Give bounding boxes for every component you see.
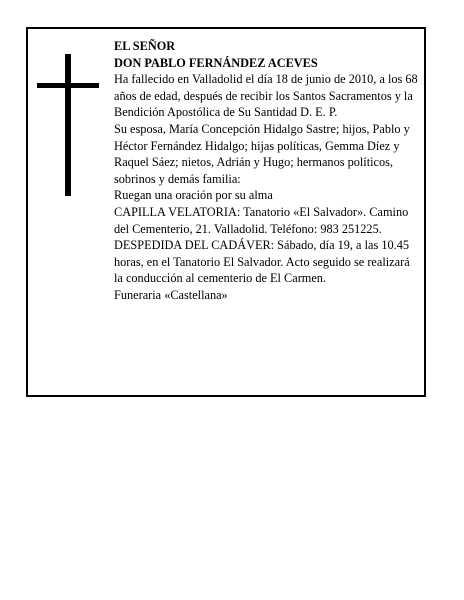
farewell-info: DESPEDIDA DEL CADÁVER: Sábado, día 19, a las 10.45 horas, en el Tanatorio El Salvador. Acto seguido se realizará la conducción al cementerio de El Carmen. [114,238,410,286]
funeral-home: Funeraria «Castellana» [114,287,228,302]
cross-horizontal-bar [37,83,99,88]
title-line-1: EL SEÑOR [114,39,176,53]
cross-vertical-bar [65,54,71,196]
cross-icon [37,54,99,196]
title-line-2: DON PABLO FERNÁNDEZ ACEVES [114,55,318,70]
prayer-request: Ruegan una oración por su alma [114,188,273,203]
obituary-text [114,38,420,304]
chapel-info: CAPILLA VELATORIA: Tanatorio «El Salvador». Camino del Cementerio, 21. Valladolid. Teléfono: 983 251225. [114,204,409,236]
family-paragraph: Su esposa, María Concepción Hidalgo Sastre; hijos, Pablo y Héctor Fernández Hidalgo; hijas políticas, Gemma Díez y Raquel Sáez; nietos, Adrián y Hugo; hermanos políticos, sobrinos y demás familia: [114,121,410,186]
announcement-paragraph: Ha fallecido en Valladolid el día 18 de junio de 2010, a los 68 años de edad, después de recibir los Santos Sacramentos y la Bendición Apostólica de Su Santidad D. E. P. [114,72,418,120]
